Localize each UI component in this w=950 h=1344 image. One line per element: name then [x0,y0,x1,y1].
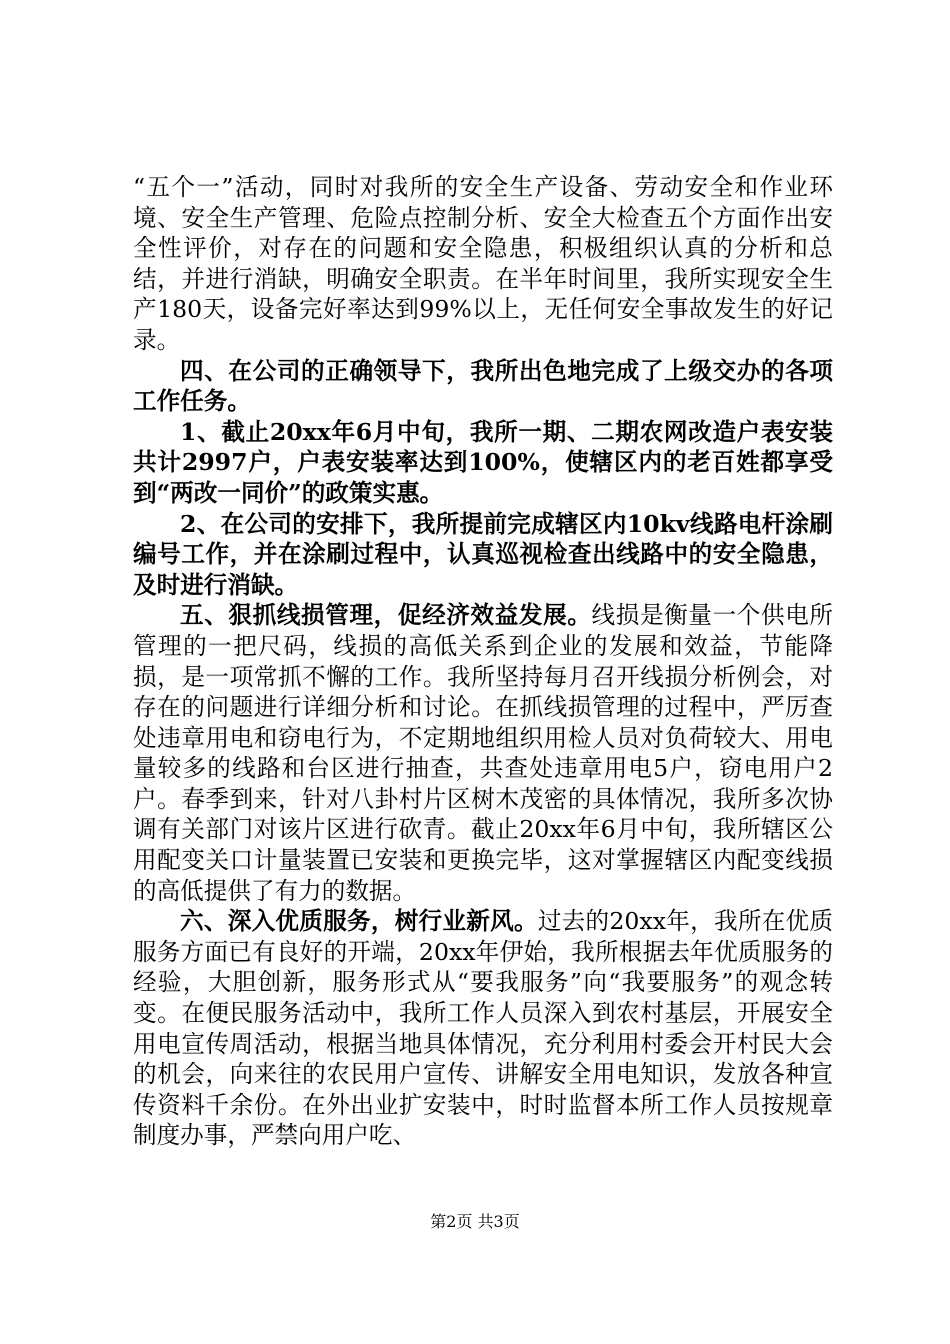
list-item-text: 2、在公司的安排下，我所提前完成辖区内10kv线路电杆涂刷编号工作，并在涂刷过程中，认真巡视检查出线路中的安全隐患，及时进行消缺。 [133,509,833,599]
paragraph-section-six [133,906,833,1151]
paragraph-item-one [133,417,833,509]
section-heading: 四、在公司的正确领导下，我所出色地完成了上级交办的各项工作任务。 [133,356,833,416]
page-number: 第2页 共3页 [430,1212,520,1231]
paragraph-text: 过去的20xx年，我所在优质服务方面已有良好的开端，20xx年伊始，我所根据去年优质服务的经验，大胆创新，服务形式从“要我服务”向“我要服务”的观念转变。在便民服务活动中，我所工作人员深入到农村基层，开展安全用电宣传周活动，根据当地具体情况，充分利用村委会开村民大会的机会，向来往的农民用户宣传、讲解安全用电知识，发放各种宣传资料千余份。在外出业扩安装中，时时监督本所工作人员按规章制度办事，严禁向用户吃、 [133,907,834,1150]
paragraph-text: 线损是衡量一个供电所管理的一把尺码，线损的高低关系到企业的发展和效益，节能降损，是一项常抓不懈的工作。我所坚持每月召开线损分析例会，对存在的问题进行详细分析和讨论。在抓线损管理的过程中，严厉查处违章用电和窃电行为，不定期地组织用检人员对负荷较大、用电量较多的线路和台区进行抽查，共查处违章用电5户，窃电用户2户。春季到来，针对八卦村片区树木茂密的具体情况，我所多次协调有关部门对该片区进行砍青。截止20xx年6月中旬，我所辖区公用配变关口计量装置已安装和更换完毕，这对掌握辖区内配变线损的高低提供了有力的数据。 [133,601,834,905]
paragraph-section-four-heading [133,356,833,417]
paragraph-text: “五个一”活动，同时对我所的安全生产设备、劳动安全和作业环境、安全生产管理、危险点控制分析、安全大检查五个方面作出安全性评价，对存在的问题和安全隐患，积极组织认真的分析和总结，并进行消缺，明确安全职责。在半年时间里，我所实现安全生产180天，设备完好率达到99%以上，无任何安全事故发生的好记录。 [133,173,833,354]
section-heading: 五、狠抓线损管理，促经济效益发展。 [180,601,592,630]
paragraph-safety-evaluation [133,172,833,356]
section-heading: 六、深入优质服务，树行业新风。 [180,907,538,936]
page-footer [0,1212,950,1232]
paragraph-section-five [133,600,833,906]
document-body [133,172,833,1151]
list-item-text: 1、截止20xx年6月中旬，我所一期、二期农网改造户表安装共计2997户，户表安装率达到100%，使辖区内的老百姓都享受到“两改一同价”的政策实惠。 [133,417,833,507]
paragraph-item-two [133,509,833,601]
